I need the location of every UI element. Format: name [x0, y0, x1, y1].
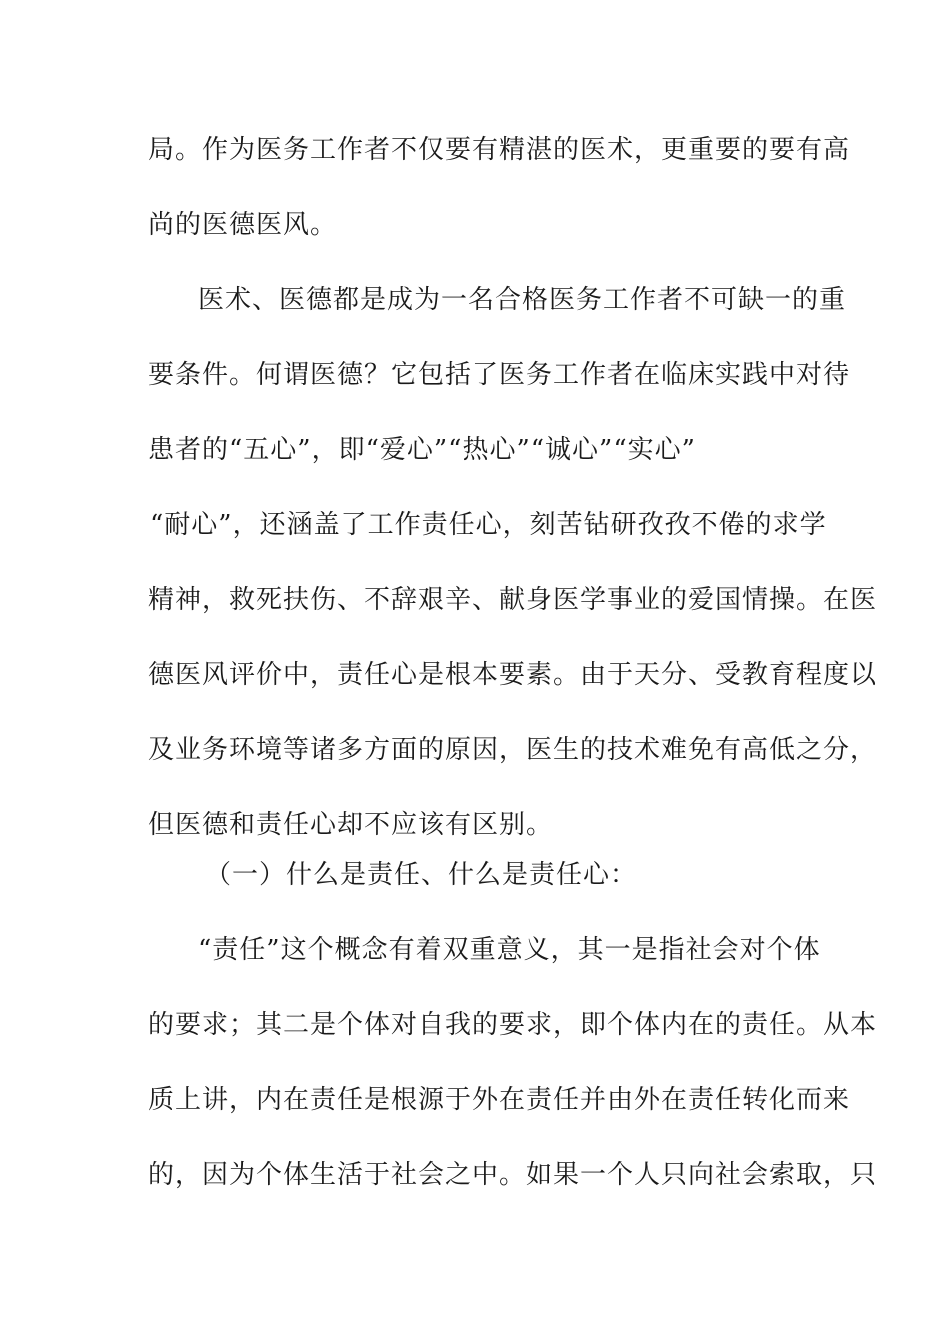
- paragraph-first-line: 医术、医德都是成为一名合格医务工作者不可缺一的重: [198, 285, 847, 315]
- text-line: 患者的“五心”，即“爱心”“热心”“诚心”“实心”: [148, 435, 696, 465]
- text-line: 尚的医德医风。: [148, 210, 338, 240]
- text-line: 及业务环境等诸多方面的原因，医生的技术难免有高低之分，: [148, 735, 878, 765]
- text-line: 的要求；其二是个体对自我的要求，即个体内在的责任。从本: [148, 1010, 878, 1040]
- text-line: 精神，救死扶伤、不辞艰辛、献身医学事业的爱国情操。在医: [148, 585, 878, 615]
- section-heading: （一）什么是责任、什么是责任心：: [205, 860, 638, 890]
- text-line: 质上讲，内在责任是根源于外在责任并由外在责任转化而来: [148, 1085, 851, 1115]
- text-line: “耐心”，还涵盖了工作责任心，刻苦钻研孜孜不倦的求学: [150, 510, 827, 540]
- text-line: 局。作为医务工作者不仅要有精湛的医术，更重要的要有高: [148, 135, 851, 165]
- text-line: 的，因为个体生活于社会之中。如果一个人只向社会索取，只: [148, 1160, 878, 1190]
- text-line: 但医德和责任心却不应该有区别。: [148, 810, 554, 840]
- text-line: 要条件。何谓医德？它包括了医务工作者在临床实践中对待: [148, 360, 851, 390]
- paragraph-first-line: “责任”这个概念有着双重意义，其一是指社会对个体: [198, 935, 821, 965]
- text-line: 德医风评价中，责任心是根本要素。由于天分、受教育程度以: [148, 660, 878, 690]
